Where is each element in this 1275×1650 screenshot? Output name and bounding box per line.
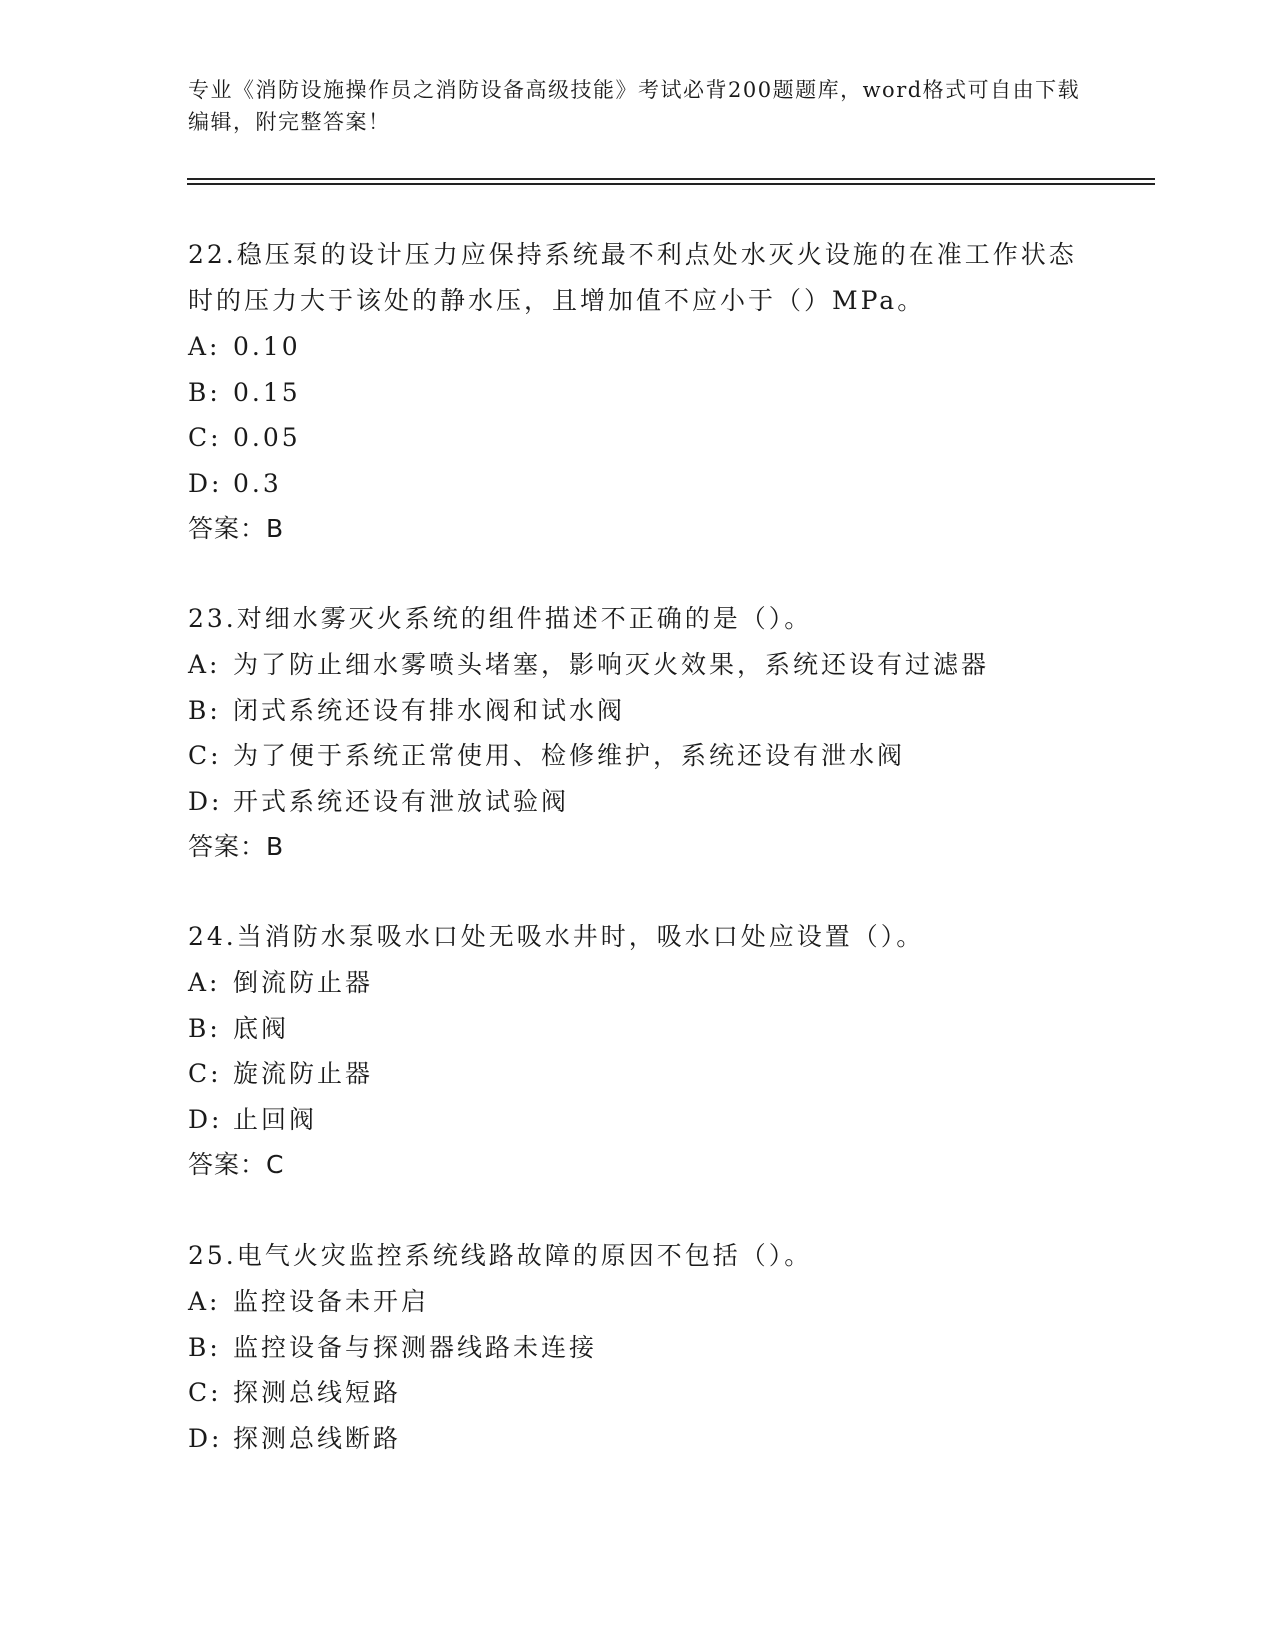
option-key: D:	[188, 468, 223, 498]
option-c	[188, 733, 1088, 779]
option-text: 0.10	[233, 332, 301, 361]
option-key: B:	[188, 1013, 221, 1043]
option-text: 倒流防止器	[233, 968, 374, 997]
option-d	[188, 779, 1088, 825]
option-text: 探测总线断路	[233, 1423, 402, 1453]
option-key: C:	[188, 741, 222, 770]
option-text: 监控设备未开启	[233, 1287, 430, 1316]
option-key: B:	[188, 377, 221, 407]
question-stem: 25.电气火灾监控系统线路故障的原因不包括（）。	[188, 1241, 813, 1270]
header-divider-bottom	[187, 183, 1155, 185]
option-text: 为了便于系统正常使用、检修维护，系统还设有泄水阀	[233, 741, 906, 770]
option-a	[188, 642, 1088, 688]
question-24	[188, 914, 1088, 1188]
option-key: D:	[188, 1423, 223, 1453]
option-key: C:	[188, 1378, 222, 1407]
option-text: 0.3	[233, 468, 282, 498]
header-divider-top	[187, 178, 1155, 180]
option-text: 0.15	[233, 377, 301, 407]
question-25	[188, 1233, 1088, 1461]
option-a	[188, 324, 1088, 370]
option-key: A:	[188, 1287, 221, 1316]
option-b	[188, 1325, 1088, 1371]
answer-line: 答案：C	[188, 1150, 285, 1179]
option-key: C:	[188, 423, 222, 452]
document-header	[188, 74, 1088, 138]
option-d	[188, 461, 1088, 507]
option-text: 底阀	[233, 1013, 290, 1043]
option-text: 止回阀	[233, 1104, 318, 1134]
option-key: C:	[188, 1059, 222, 1088]
option-b	[188, 1006, 1088, 1052]
option-a	[188, 960, 1088, 1006]
option-key: B:	[188, 1332, 221, 1362]
option-b	[188, 370, 1088, 416]
question-stem: 24.当消防水泵吸水口处无吸水井时，吸水口处应设置（）。	[188, 922, 925, 951]
option-b	[188, 688, 1088, 734]
option-text: 探测总线短路	[233, 1378, 402, 1407]
option-c	[188, 1370, 1088, 1416]
option-key: D:	[188, 1104, 223, 1134]
option-text: 为了防止细水雾喷头堵塞，影响灭火效果，系统还设有过滤器	[233, 650, 990, 679]
option-key: A:	[188, 650, 221, 679]
option-key: A:	[188, 332, 221, 361]
option-a	[188, 1279, 1088, 1325]
question-22	[188, 232, 1088, 552]
option-text: 开式系统还设有泄放试验阀	[233, 786, 570, 816]
option-key: B:	[188, 695, 221, 725]
option-text: 旋流防止器	[233, 1059, 374, 1088]
answer-line: 答案：B	[188, 514, 285, 543]
option-key: D:	[188, 786, 223, 816]
option-key: A:	[188, 968, 221, 997]
question-stem: 23.对细水雾灭火系统的组件描述不正确的是（）。	[188, 604, 813, 633]
option-text: 0.05	[233, 423, 301, 452]
option-c	[188, 415, 1088, 461]
option-text: 闭式系统还设有排水阀和试水阀	[233, 695, 626, 725]
option-d	[188, 1097, 1088, 1143]
question-stem: 22.稳压泵的设计压力应保持系统最不利点处水灭火设施的在准工作状态时的压力大于该处的静水压，且增加值不应小于（）MPa。	[188, 240, 1077, 315]
option-d	[188, 1416, 1088, 1462]
header-text: 专业《消防设施操作员之消防设备高级技能》考试必背200题题库，word格式可自由下载编辑，附完整答案！	[188, 78, 1081, 134]
question-23	[188, 596, 1088, 870]
option-text: 监控设备与探测器线路未连接	[233, 1332, 598, 1362]
answer-line: 答案：B	[188, 832, 285, 861]
option-c	[188, 1051, 1088, 1097]
